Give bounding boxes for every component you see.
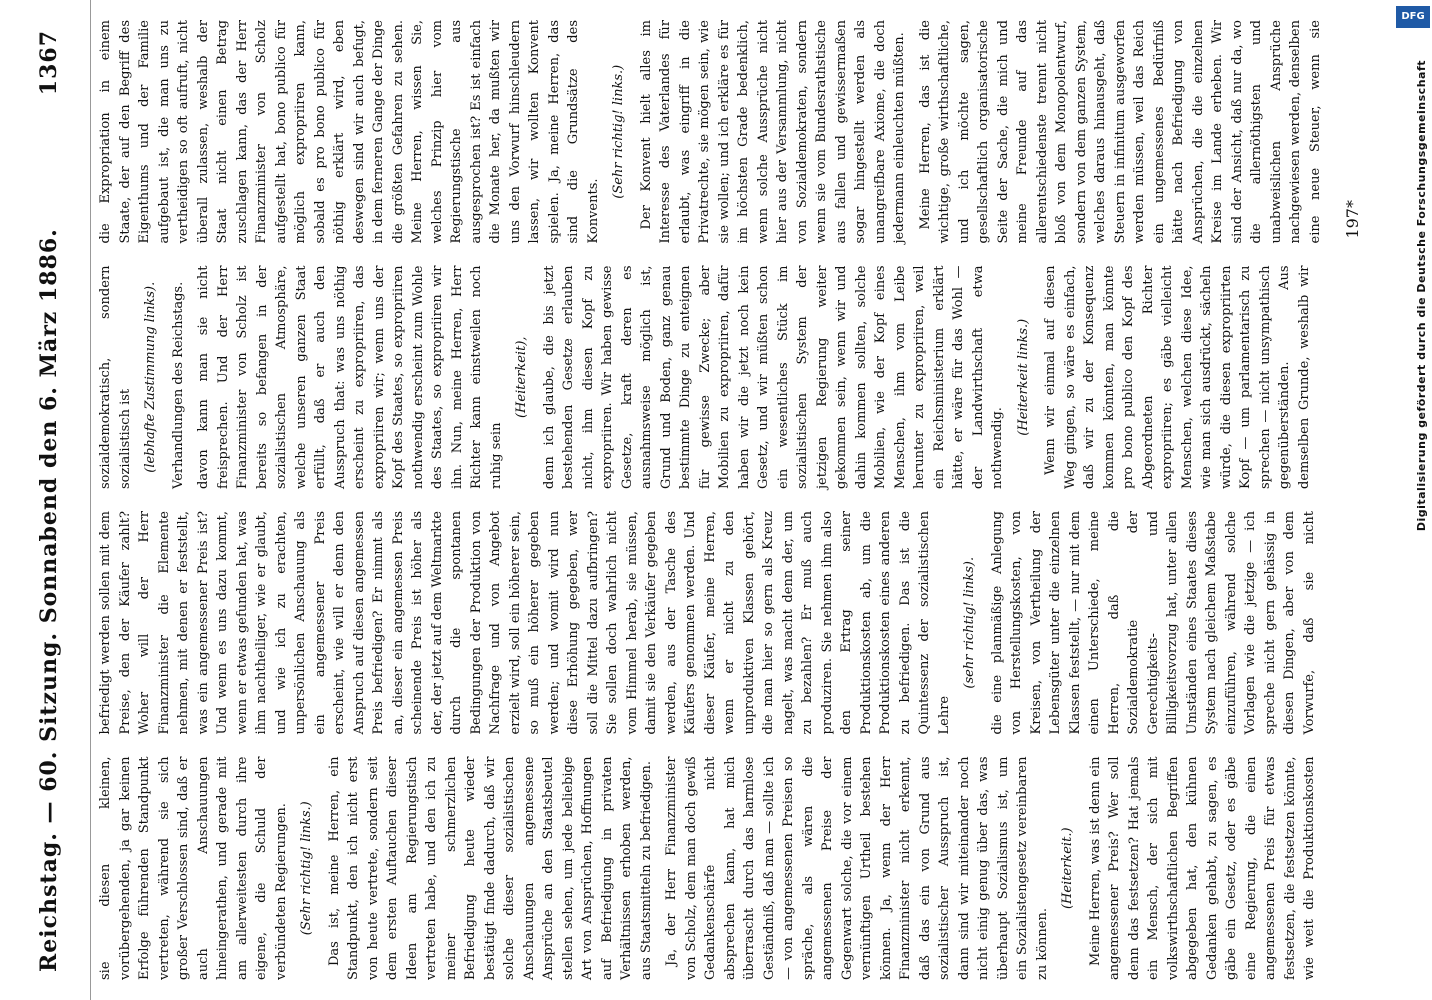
- digitization-credit: Digitalisierung gefördert durch die Deutsche Forschungsgemeinschaft: [1415, 60, 1428, 532]
- dfg-logo: DFG: [1396, 6, 1430, 28]
- paragraph: sie diesen kleinen, vorübergehenden, ja gar keinen Erfolge führenden Standpunkt vertreten, während sie sich großer Verschlossen sind, daß er auch Anschauungen hineingerathen, und gerade mit am allerweitesten durch ihre eigene, die Schuld der verbündeten Regierungen.: [98, 756, 289, 980]
- page-header: [10, 0, 91, 1000]
- running-head: Reichstag. — 60. Sitzung. Sonnabend den 6. März 1886.: [36, 228, 62, 972]
- interjection: (Heiterkeit.): [1060, 827, 1075, 910]
- paragraph: Das ist, meine Herren, ein Standpunkt, den ich nicht erst von heute vertrete, sondern seit dem ersten Auftauchen dieser Ideen am Regierungstisch vertreten habe, und den ich zu meiner schmerzlichen Befriedigung heute wieder bestätigt finde dadurch, daß wir solche dieser sozialistischen Anschauungen angemessene Ansprüche an den Staatsbeutel stellen sehen, um jede beliebige Art von Ansprüchen, Hoffnungen auf Befriedigung in privaten Verhältnissen erhoben werden, aus Staatsmitteln zu befriedigen.: [326, 756, 654, 980]
- paragraph: davon kann man sie nicht freisprechen. Und der Herr Finanzminister von Scholz ist bereits so befangen in der sozialistischen Atmosphäre, welche unseren ganzen Staat erfüllt, daß er auch den Ausspruch that: was uns nöthig erscheint zu expropriiren, das expropriiren wir; wenn uns der Kopf des Staates, so expropriiren nothwendig erscheint zum Wohle des Staates, so expropriiren wir ihn. Nun, meine Herren, Herr Richter kann einstweilen noch ruhig sein: [196, 265, 504, 489]
- paragraph: Wenn wir einmal auf diesen Weg gingen, so wäre es einfach, daß wir zu der Konsequenz kommen könnten, man könnte pro bono publico den Kopf des Abgeordneten Richter expropriiren; es gäbe vielleicht Menschen, welchen diese Idee, wie man sich ausdrückt, sächeln würde, die diesen expropriirten Kopf — um parlamentarisch zu sprechen — nicht unsympathisch gegenüberständen. Aus demselben Grunde, weshalb wir die Expropriation in einem Staate, der auf den Begriff des Eigenthums und der Familie aufgebaut ist, die man uns zu vertheidigen so oft aufruft, nicht überall zulassen, weshalb der Staat nicht einen Betrag zuschlagen kann, das der Herr Finanzminister von Scholz aufgestellt hat, bono publico für möglich expropriiren kann, sobald es pro bono publico für nöthig erklärt wird, eben deswegen sind wir auch befugt, in dem ferneren Gange der Dinge die größten Gefahren zu sehen. Meine Herren, wissen Sie, welches Prinzip hier vom Regierungstische aus ausgesprochen ist? Es ist einfach die Monate her, da mußten wir uns den Vorwurf hinschleudern lassen, wir wollten Konvent spielen. Ja, meine Herren, das sind die Grundsätze des Konvents.: [98, 20, 1312, 489]
- paragraph: Meine Herren, das ist die wichtige, große wirthschaftliche, und ich möchte sagen, gesellschaftlich organisatorische Seite der Sache, die mich und meine Freunde auf das allerentschiedenste trennt nicht bloß von dem Monopolentwurf, sondern von dem ganzen System, welches daraus hinausgeht, daß Steuern in infinitum ausgeworfen werden müssen, weil das Reich ein ungemessenes Bedürfniß hätte nach Befriedigung von Ansprüchen, die die einzelnen Kreise im Lande erheben. Wir sind der Ansicht, daß nur da, wo die allernöthigsten und unabweislichen Ansprüche nachgewiesen werden, denselben eine neue Steuer, wenn sie: [917, 20, 1323, 244]
- body-text: [96, 20, 1326, 980]
- paragraph: die eine planmäßige Anlegung von Herstellungskosten, von Kreisen, von Vertheilung der Lebensgüter unter die einzelnen Klassen feststellt, — nur mit dem einen Unterschiede, meine Herren, daß die Sozialdemokratie der Gerechtigkeits- und Billigkeitsvorzug hat, unter allen Umständen eines Staates dieses System nach gleichem Maßstabe einzuführen, während solche Vorlagen wie die jetzige — ich spreche nicht gern gehässig in diesen Dingen, aber von dem Vorwurfe, daß sie nicht sozialdemokratisch, sondern sozialistisch ist: [98, 265, 1317, 735]
- paragraph: Ja, der Herr Finanzminister von Scholz, dem man doch gewiß Gedankenschärfe nicht absprechen kann, hat mich überrascht durch das harmlose Geständniß, daß man — sollte ich — von angemessenen Preisen so spräche, als wären die angemessenen Preise der Gegenwart solche, die vor einem vernünftigen Urtheil bestehen können. Ja, wenn der Herr Finanzminister nicht erkennt, daß das ein von Grund aus sozialistischer Ausspruch ist, dann sind wir miteinander noch nicht einig genug über das, was überhaupt Sozialismus ist, um ein Sozialistengesetz vereinbaren zu können.: [664, 756, 1050, 980]
- interjection: (Sehr richtig! links.): [299, 801, 314, 936]
- paragraph: denn ich glaube, die bis jetzt bestehenden Gesetze erlauben nicht, ihm diesen Kopf zu expropriiren. Wir haben gewisse Gesetze, kraft deren es ausnahmsweise möglich ist, Grund und Boden, ganz genau bestimmte Dinge zu enteignen für gewisse Zwecke; aber Mobilien zu expropriiren, dafür haben wir die jetzt noch kein Gesetz, und wir müßten schon ein wesentliches Stück im sozialistischen System der jetzigen Regierung weiter gekommen sein, wenn wir und dahin kommen sollten, solche Mobilien, wie der Kopf eines Menschen, ihm vom Leibe herunter zu expropriiren, weil ein Reichsministerium erklärt hätte, er wäre für das Wohl — der Landwirthschaft etwa nothwendig.: [541, 265, 1005, 489]
- signature-mark: 197*: [1343, 200, 1362, 239]
- paragraph: Verhandlungen des Reichstags.: [170, 281, 186, 489]
- interjection: (Heiterkeit),: [514, 336, 529, 419]
- paragraph: Meine Herren, was ist denn ein angemessener Preis? Wer soll denn das festsetzen? Hat jemals ein Mensch, der sich mit volkswirthschaftlichen Begriffen abgegeben hat, den kühnen Gedanken gehabt, zu sagen, es gäbe ein Gesetz, oder es gäbe eine Regierung, die einen angemessenen Preis für etwas festsetzen, die festsetzen könnte, wie weit die Produktionskosten befriedigt werden sollen mit dem Preise, den der Käufer zahlt? Woher will der Herr Finanzminister die Elemente nehmen, mit denen er feststellt, was ein angemessener Preis ist? Und wenn es uns dazu kommt, wenn er etwas gefunden hat, was ihm nachtheiliger, wie er glaubt, und wie ich zu erachten, unpersönlichen Anschauung als ein angemessener Preis erscheint, wie will er denn den Anspruch auf diesen angemessen Preis befriedigen? Er nimmt als an, dieser ein angemessen Preis scheinende Preis ist höher als der, der jetzt auf dem Weltmarkte durch die spontanen Bedingungen der Produktion von Nachfrage und von Angebot erzielt wird, soll ein höherer sein, so muß ein höherer gegeben werden; und womit wird nun diese Erhöhung gegeben, wer soll die Mittel dazu aufbringen? Sie sollen doch wahrlich nicht vom Himmel herab, sie müssen, damit sie den Verkäufer gegeben werden, aus der Tasche des Käufers genommen werden. Und dieser Käufer, meine Herren, wenn er nicht zu den unproduktiven Klassen gehört, die man hier so gern als Kreuz nagelt, was macht denn der, um zu bezahlen? Er muß auch produziren. Sie nehmen ihm also den Ertrag seiner Produktionskosten ab, um die Produktionskosten eines anderen zu befriedigen. Das ist die Quintessenz der sozialistischen Lehre: [98, 511, 1317, 980]
- page-number: 1367: [36, 30, 62, 96]
- interjection: (Heiterkeit links.): [1015, 318, 1031, 436]
- interjection: (sehr richtig! links).: [962, 556, 977, 689]
- interjection: (Sehr richtig! links.): [611, 64, 626, 199]
- paragraph: Der Konvent hielt alles im Interesse des Vaterlandes für erlaubt, was eingriff in die Privatrechte, sie mögen sein, wie sie wollen; und ich erkläre es für im höchsten Grade bedenklich, wenn solche Aussprüche nicht hier aus der Versammlung, nicht von Sozialdemokraten, sondern wenn sie vom Bundesrathstische aus fallen und gewissermaßen sogar hingestellt werden als unangreifbare Axiome, die doch jedermann einleuchten müßten.: [638, 20, 907, 244]
- interjection: (lebhafte Zustimmung links).: [143, 281, 158, 473]
